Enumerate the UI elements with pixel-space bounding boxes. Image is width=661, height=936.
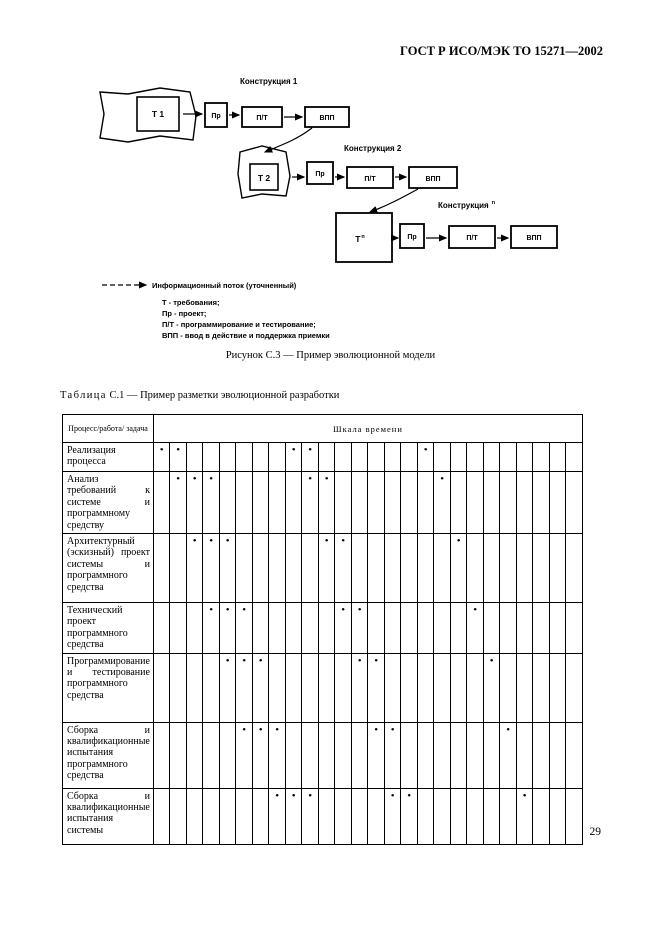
pt-label-n: П/Т — [466, 235, 478, 242]
time-cell — [417, 788, 434, 844]
time-cell — [549, 472, 566, 534]
time-cell — [417, 722, 434, 788]
info-flow-arrow-2 — [370, 189, 418, 212]
time-cell — [153, 653, 170, 722]
activity-dot: • — [225, 654, 230, 667]
time-cell — [285, 603, 302, 654]
time-cell — [186, 722, 203, 788]
construction-1-label: Конструкция 1 — [240, 77, 298, 86]
activity-dot: • — [225, 604, 230, 617]
table-row — [63, 653, 583, 722]
activity-dot: • — [258, 723, 263, 736]
time-cell — [302, 653, 319, 722]
activity-dot: • — [407, 789, 412, 802]
time-cell — [351, 653, 368, 722]
time-cell — [252, 603, 269, 654]
time-cell — [236, 472, 253, 534]
time-cell — [170, 443, 187, 472]
legend-arrow-text: Информационный поток (уточненный) — [152, 281, 297, 290]
time-cell — [302, 443, 319, 472]
time-cell — [500, 653, 517, 722]
time-cell — [335, 443, 352, 472]
time-cell — [351, 722, 368, 788]
construction-n-label: Конструкция $^n$ — [438, 200, 496, 210]
time-cell — [483, 653, 500, 722]
time-cell — [318, 722, 335, 788]
time-cell — [236, 788, 253, 844]
time-cell — [384, 603, 401, 654]
time-cell — [170, 788, 187, 844]
time-cell — [483, 472, 500, 534]
time-cell — [401, 443, 418, 472]
time-cell — [318, 603, 335, 654]
time-cell — [434, 722, 451, 788]
time-cell — [384, 788, 401, 844]
task-label: Реализация процесса — [63, 443, 154, 472]
time-cell — [384, 653, 401, 722]
time-cell — [566, 788, 583, 844]
construction-2-label: Конструкция 2 — [344, 144, 402, 153]
time-cell — [252, 653, 269, 722]
time-cell — [203, 722, 220, 788]
time-cell — [351, 443, 368, 472]
time-cell — [269, 722, 286, 788]
activity-dot: • — [159, 444, 164, 456]
task-label: Технический проект программного средства — [63, 603, 154, 654]
time-cell — [434, 653, 451, 722]
time-cell — [186, 472, 203, 534]
time-cell — [269, 472, 286, 534]
time-cell — [450, 603, 467, 654]
time-cell — [153, 603, 170, 654]
time-cell — [236, 534, 253, 603]
table-row — [63, 443, 583, 472]
time-cell — [285, 722, 302, 788]
time-cell — [516, 603, 533, 654]
time-cell — [236, 653, 253, 722]
time-cell — [203, 603, 220, 654]
time-cell — [467, 653, 484, 722]
time-cell — [252, 472, 269, 534]
legend-line-3: П/Т - программирование и тестирование; — [162, 320, 316, 329]
time-cell — [500, 472, 517, 534]
time-cell — [401, 653, 418, 722]
activity-dot: • — [308, 444, 313, 456]
time-cell — [219, 443, 236, 472]
time-cell — [566, 603, 583, 654]
pr-label-n: Пр — [407, 234, 417, 241]
time-cell — [483, 534, 500, 603]
time-cell — [566, 443, 583, 472]
activity-dot: • — [456, 535, 461, 548]
time-cell — [533, 443, 550, 472]
time-cell — [269, 788, 286, 844]
task-label: Программирование и тестирование программного средства — [63, 653, 154, 722]
time-cell — [335, 603, 352, 654]
time-cell — [153, 722, 170, 788]
time-cell — [186, 653, 203, 722]
time-cell — [417, 443, 434, 472]
time-cell — [153, 788, 170, 844]
task-label: Сборка и квалификационные испытания системы — [63, 788, 154, 844]
time-cell — [401, 722, 418, 788]
activity-dot: • — [192, 535, 197, 548]
activity-dot: • — [242, 723, 247, 736]
activity-dot: • — [209, 473, 214, 485]
time-cell — [302, 472, 319, 534]
time-cell — [533, 653, 550, 722]
activity-dot: • — [209, 535, 214, 548]
time-cell — [516, 534, 533, 603]
time-cell — [467, 788, 484, 844]
time-cell — [401, 603, 418, 654]
activity-dot: • — [275, 723, 280, 736]
activity-dot: • — [390, 789, 395, 802]
time-cell — [368, 788, 385, 844]
time-cell — [467, 603, 484, 654]
time-cell — [483, 443, 500, 472]
time-cell — [566, 472, 583, 534]
table-caption-title: С.1 — Пример разметки эволюционной разработки — [106, 390, 340, 401]
time-cell — [434, 534, 451, 603]
header-time-scale: Шкала времени — [153, 415, 582, 443]
time-cell — [533, 722, 550, 788]
time-cell — [500, 603, 517, 654]
time-cell — [533, 534, 550, 603]
table-row — [63, 472, 583, 534]
time-cell — [483, 603, 500, 654]
activity-dot: • — [258, 654, 263, 667]
time-cell — [434, 603, 451, 654]
pt-label-2: П/Т — [364, 176, 376, 183]
activity-dot: • — [192, 473, 197, 485]
time-cell — [252, 443, 269, 472]
legend-line-2: Пр - проект; — [162, 309, 207, 318]
time-cell — [516, 443, 533, 472]
time-cell — [401, 534, 418, 603]
time-cell — [285, 472, 302, 534]
time-cell — [368, 472, 385, 534]
time-cell — [417, 653, 434, 722]
activity-dot: • — [341, 535, 346, 548]
table-row — [63, 788, 583, 844]
time-cell — [500, 443, 517, 472]
header-process: Процесс/работа/ задача — [63, 415, 154, 443]
time-cell — [219, 534, 236, 603]
time-cell — [170, 603, 187, 654]
time-cell — [236, 443, 253, 472]
time-cell — [170, 653, 187, 722]
time-cell — [236, 603, 253, 654]
time-cell — [401, 472, 418, 534]
time-cell — [384, 472, 401, 534]
time-cell — [450, 443, 467, 472]
time-cell — [434, 472, 451, 534]
time-cell — [335, 788, 352, 844]
time-cell — [467, 472, 484, 534]
time-cell — [170, 722, 187, 788]
time-cell — [186, 788, 203, 844]
time-cell — [450, 722, 467, 788]
table-header-row — [63, 415, 583, 443]
time-cell — [269, 443, 286, 472]
time-cell — [533, 788, 550, 844]
activity-dot: • — [374, 654, 379, 667]
activity-dot: • — [423, 444, 428, 456]
task-label: Анализ требований к системе и программному средству — [63, 472, 154, 534]
activity-dot: • — [357, 654, 362, 667]
table-row — [63, 534, 583, 603]
activity-dot: • — [506, 723, 511, 736]
time-cell — [318, 653, 335, 722]
time-cell — [417, 534, 434, 603]
time-cell — [467, 722, 484, 788]
time-cell — [368, 722, 385, 788]
time-cell — [285, 653, 302, 722]
time-cell — [285, 788, 302, 844]
activity-dot: • — [209, 604, 214, 617]
time-cell — [335, 534, 352, 603]
time-cell — [384, 443, 401, 472]
activity-dot: • — [440, 473, 445, 485]
time-cell — [500, 722, 517, 788]
time-cell — [566, 653, 583, 722]
time-cell — [450, 472, 467, 534]
time-cell — [549, 534, 566, 603]
time-cell — [516, 788, 533, 844]
time-cell — [450, 534, 467, 603]
time-cell — [368, 534, 385, 603]
activity-dot: • — [275, 789, 280, 802]
time-cell — [318, 788, 335, 844]
time-cell — [549, 653, 566, 722]
time-cell — [285, 443, 302, 472]
table-row — [63, 603, 583, 654]
time-cell — [351, 534, 368, 603]
legend-line-4: ВПП - ввод в действие и поддержка приемки — [162, 331, 330, 340]
activity-dot: • — [308, 789, 313, 802]
vpp-label-1: ВПП — [319, 115, 335, 122]
vpp-label-n: ВПП — [526, 235, 542, 242]
activity-dot: • — [324, 473, 329, 485]
time-cell — [302, 603, 319, 654]
time-cell — [516, 722, 533, 788]
time-cell — [566, 534, 583, 603]
time-cell — [252, 722, 269, 788]
activity-dot: • — [242, 604, 247, 617]
pr-label-2: Пр — [315, 171, 325, 178]
time-cell — [170, 534, 187, 603]
time-cell — [153, 472, 170, 534]
time-cell — [500, 788, 517, 844]
time-cell — [417, 472, 434, 534]
time-cell — [516, 653, 533, 722]
time-cell — [219, 722, 236, 788]
activity-dot: • — [374, 723, 379, 736]
time-cell — [467, 443, 484, 472]
time-cell — [269, 534, 286, 603]
time-cell — [318, 472, 335, 534]
time-cell — [318, 534, 335, 603]
time-cell — [302, 788, 319, 844]
time-cell — [434, 443, 451, 472]
time-cell — [236, 722, 253, 788]
time-cell — [368, 443, 385, 472]
evolution-table — [62, 414, 583, 845]
pr-label-1: Пр — [211, 113, 221, 120]
time-cell — [252, 788, 269, 844]
time-cell — [203, 653, 220, 722]
activity-dot: • — [291, 444, 296, 456]
activity-dot: • — [176, 473, 181, 485]
time-cell — [302, 722, 319, 788]
time-cell — [351, 788, 368, 844]
time-cell — [186, 603, 203, 654]
activity-dot: • — [225, 535, 230, 548]
time-cell — [219, 603, 236, 654]
time-cell — [302, 534, 319, 603]
time-cell — [153, 534, 170, 603]
time-cell — [549, 443, 566, 472]
document-header: ГОСТ Р ИСО/МЭК ТО 15271—2002 — [400, 44, 603, 58]
time-cell — [401, 788, 418, 844]
time-cell — [335, 472, 352, 534]
activity-dot: • — [176, 444, 181, 456]
time-cell — [252, 534, 269, 603]
time-cell — [153, 443, 170, 472]
task-label: Архитектурный (эскизный) проект системы и программного средства — [63, 534, 154, 603]
time-cell — [368, 653, 385, 722]
time-cell — [533, 472, 550, 534]
time-cell — [467, 534, 484, 603]
time-cell — [450, 788, 467, 844]
tn-label: $Т^n$ — [355, 234, 365, 244]
time-cell — [417, 603, 434, 654]
table-caption-prefix: Таблица — [60, 390, 107, 401]
time-cell — [318, 443, 335, 472]
time-cell — [203, 534, 220, 603]
time-cell — [384, 534, 401, 603]
time-cell — [351, 472, 368, 534]
time-cell — [186, 443, 203, 472]
activity-dot: • — [489, 654, 494, 667]
time-cell — [285, 534, 302, 603]
time-cell — [269, 653, 286, 722]
activity-dot: • — [390, 723, 395, 736]
legend-line-1: Т - требования; — [162, 298, 220, 307]
evolution-diagram — [0, 0, 661, 340]
task-label: Сборка и квалификационные испытания программного средства — [63, 722, 154, 788]
time-cell — [500, 534, 517, 603]
time-cell — [384, 722, 401, 788]
t1-label: Т 1 — [151, 109, 165, 119]
time-cell — [450, 653, 467, 722]
table-caption — [60, 390, 339, 401]
time-cell — [170, 472, 187, 534]
time-cell — [566, 722, 583, 788]
activity-dot: • — [357, 604, 362, 617]
time-cell — [368, 603, 385, 654]
time-cell — [549, 603, 566, 654]
activity-dot: • — [324, 535, 329, 548]
vpp-label-2: ВПП — [425, 176, 441, 183]
activity-dot: • — [291, 789, 296, 802]
time-cell — [549, 722, 566, 788]
time-cell — [219, 788, 236, 844]
table-row — [63, 722, 583, 788]
time-cell — [269, 603, 286, 654]
activity-dot: • — [473, 604, 478, 617]
time-cell — [186, 534, 203, 603]
pt-label-1: П/Т — [256, 115, 268, 122]
activity-dot: • — [522, 789, 527, 802]
time-cell — [549, 788, 566, 844]
time-cell — [335, 722, 352, 788]
time-cell — [219, 653, 236, 722]
time-cell — [434, 788, 451, 844]
time-cell — [483, 788, 500, 844]
time-cell — [203, 472, 220, 534]
time-cell — [203, 443, 220, 472]
activity-dot: • — [242, 654, 247, 667]
time-cell — [516, 472, 533, 534]
time-cell — [483, 722, 500, 788]
page-number: 29 — [589, 826, 601, 838]
time-cell — [335, 653, 352, 722]
activity-dot: • — [341, 604, 346, 617]
time-cell — [203, 788, 220, 844]
figure-caption: Рисунок С.3 — Пример эволюционной модели — [225, 350, 436, 361]
activity-dot: • — [308, 473, 313, 485]
time-cell — [351, 603, 368, 654]
t2-label: Т 2 — [257, 173, 271, 183]
time-cell — [219, 472, 236, 534]
time-cell — [533, 603, 550, 654]
